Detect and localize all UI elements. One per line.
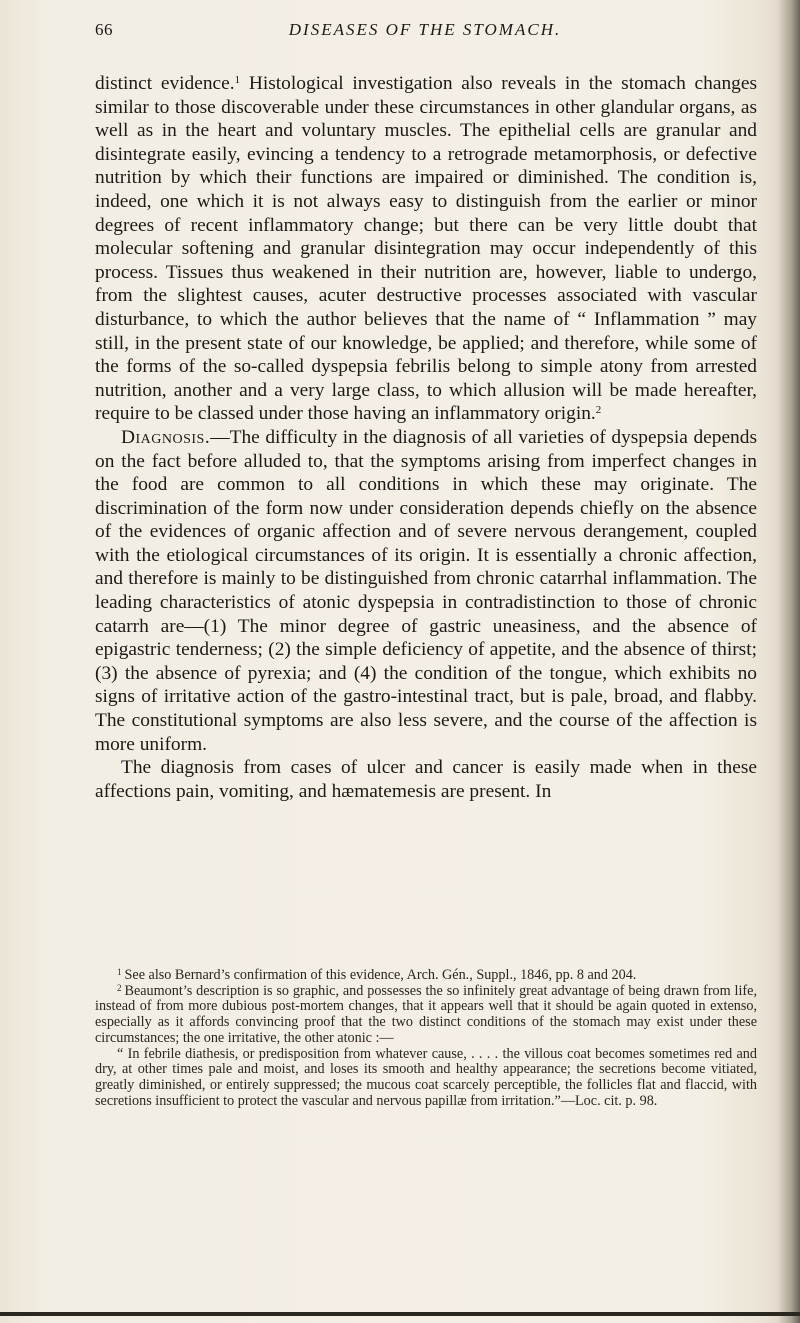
main-text xyxy=(95,72,757,803)
footnote-ref-2: 2 xyxy=(595,404,602,417)
page-edge-shadow xyxy=(778,0,800,1323)
running-title: DISEASES OF THE STOMACH. xyxy=(288,20,562,39)
footnote-2-quote: “ In febrile diathesis, or predisposition from whatever cause, . . . . the villous coat becomes sometimes red and dry, at other times pale and moist, and loses its smooth and healthy appearance; the secretions become vitiated, greatly diminished, or entirely suppressed; the mucous coat scarcely perceptible, the follicles flat and flaccid, with secretions insufficient to protect the vascular and nervous papillæ from irritation.”—Loc. cit. p. 98. xyxy=(95,1045,757,1109)
page-header xyxy=(95,20,755,44)
footnote-2-text: Beaumont’s description is so graphic, and possesses the so infinitely great advantage of being drawn from life, instead of from more dubious post-mortem changes, that it appears well that it should be again quoted in extenso, especially as it affords convincing proof that the two distinct conditions of the stomach may exist under these circumstances; the one irritative, the other atonic :— xyxy=(95,982,757,1046)
footnote-2 xyxy=(95,984,757,1047)
page-number: 66 xyxy=(95,20,113,39)
paragraph-diagnosis xyxy=(95,426,757,756)
footnote-2-mark: 2 xyxy=(117,982,122,993)
paragraph-diagnosis-body: —The difficulty in the diagnosis of all varieties of dyspepsia depends on the fact before alluded to, that the symptoms arising from imperfect changes in the food are common to all conditions in which these may originate. The discrimination of the form now under consideration depends chiefly on the absence of the evidences of organic affection and of severe nervous derangement, coupled with the etiological circumstances of its origin. It is essentially a chronic affection, and therefore is mainly to be distinguished from chronic catarrhal inflammation. The leading characteristics of atonic dyspepsia in contradistinction to those of chronic catarrh are—(1) The minor degree of gastric uneasiness, and the absence of epigastric tenderness; (2) the simple deficiency of appetite, and the absence of thirst; (3) the absence of pyrexia; and (4) the condition of the tongue, which exhibits no signs of irritative action of the gastro-intestinal tract, but is pale, broad, and flabby. The constitutional symptoms are also less severe, and the course of the affection is more uniform. xyxy=(95,426,757,755)
paragraph-1-body: Histological investigation also reveals in the stomach changes similar to those discoverable under these circumstances in other glandular organs, as well as in the heart and voluntary muscles. The epithelial cells are granular and disintegrate easily, evincing a tendency to a retrograde metamorphosis, or defective nutrition by which their functions are impaired or diminished. The condition is, indeed, one which it is not always easy to distinguish from the earlier or minor degrees of recent inflammatory change; but there can be very little doubt that molecular softening and granular disintegration may occur independently of this process. Tissues thus weakened in their nutrition are, however, liable to undergo, from the slightest causes, acuter destructive processes associated with vascular disturbance, to which the author believes that the name of “ Inflammation ” may still, in the present state of our knowledge, be applied; and therefore, while some of the forms of the so-called dyspepsia febrilis belong to simple atony from arrested nutrition, another and a very large class, to which allusion will be made hereafter, require to be classed under those having an inflammatory origin. xyxy=(95,73,757,425)
section-heading-diagnosis: Diagnosis. xyxy=(121,426,211,448)
footnote-ref-1: 1 xyxy=(234,74,241,86)
footnote-1-text: See also Bernard’s confirmation of this evidence, Arch. Gén., Suppl., 1846, pp. 8 and 204. xyxy=(124,967,637,983)
footnote-1 xyxy=(95,968,757,984)
paragraph-1-start: distinct evidence. xyxy=(95,73,235,94)
bottom-edge-rule xyxy=(0,1312,800,1316)
footnote-1-mark: 1 xyxy=(117,967,122,977)
paragraph-1 xyxy=(95,72,757,426)
paragraph-3: The diagnosis from cases of ulcer and cancer is easily made when in these affections pain, vomiting, and hæmatemesis are present. In xyxy=(95,757,757,802)
footnotes xyxy=(95,968,757,1109)
